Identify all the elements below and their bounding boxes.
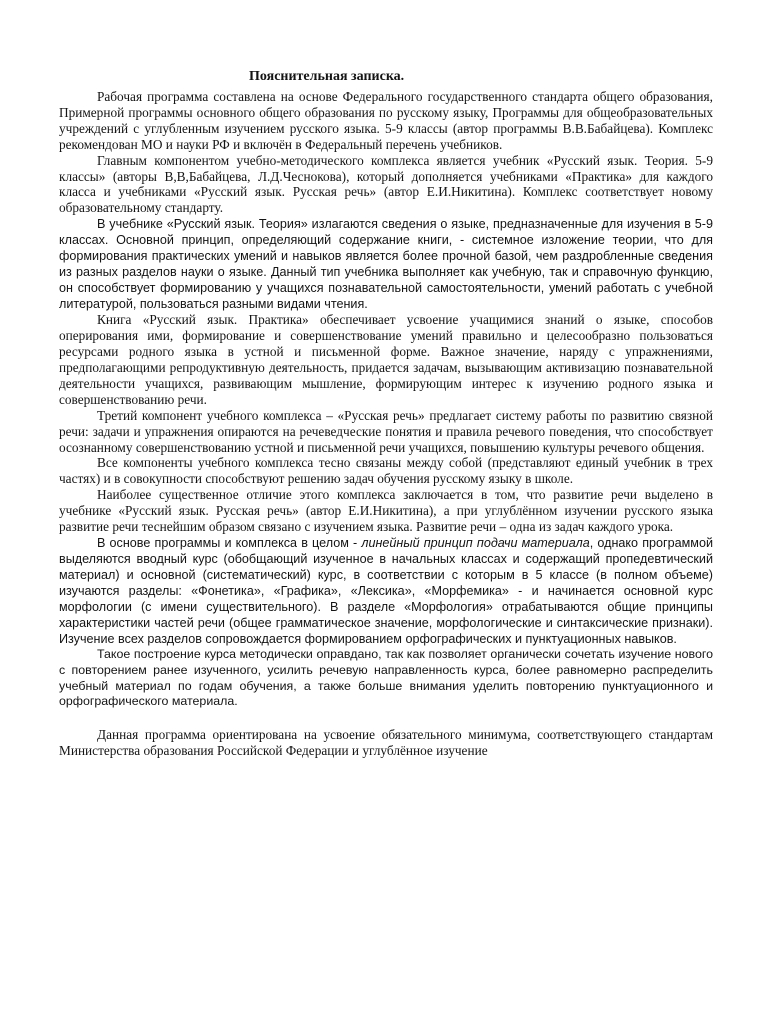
document-page <box>59 68 713 759</box>
paragraph-main-difference: Наиболее существенное отличие этого комплекса заключается в том, что развитие речи выделено в учебнике «Русский язык. Русская речь» (автор Е.И.Никитина), а при углублённом изучении русского языка развитие речи теснейшим образом связано с изучением языка. Развитие речи – одна из задач каждого урока. <box>59 487 713 535</box>
paragraph-practice-book: Книга «Русский язык. Практика» обеспечивает усвоение учащимися знаний о языке, способов оперирования ими, формирование и совершенствование умений правильно и целесообразно пользоваться ресурсами родного языка в устной и письменной форме. Важное значение, наряду с упражнениями, предполагающими репродуктивную деятельность, придается задачам, вызывающим активизацию познавательной деятельности учащихся, развивающим мышление, формирующим интерес к изучению родного языка и совершенствованию речи. <box>59 312 713 407</box>
document-title: Пояснительная записка. <box>249 69 405 84</box>
linear-principle-emphasis: линейный принцип подачи материала <box>361 535 590 550</box>
paragraph-course-structure: Такое построение курса методически оправдано, так как позволяет органически сочетать изучение нового с повторением ранее изученного, усилить речевую направленность курса, более равномерно распределить учебный материал по годам обучения, а также больше внимания уделить повторению пунктуационного и орфографического материала. <box>59 646 713 709</box>
paragraph-program-orientation: Данная программа ориентирована на усвоение обязательного минимума, соответствующего стандартам Министерства образования Российской Федерации и углублённое изучение <box>59 727 713 759</box>
paragraph-linear-principle-rest: , однако программой выделяются вводный курс (обобщающий изученное в начальных классах и содержащий пропедевтический материал) и основной (систематический) курс, в соответствии с которым в 5 классе (в полном объеме) изучаются разделы: «Фонетика», «Графика», «Лексика», «Морфемика» - и начинается основной курс морфологии (с имени существительного). В разделе «Морфология» отрабатываются общие принципы характеристики частей речи (общее грамматическое значение, морфологические и синтаксические признаки). Изучение всех разделов сопровождается формированием орфографических и пунктуационных навыков. <box>59 535 713 646</box>
paragraph-third-component: Третий компонент учебного комплекса – «Русская речь» предлагает систему работы по развитию связной речи: задачи и упражнения опираются на речеведческие понятия и правила речевого поведения, что способствует осознанному совершенствованию устной и письменной речи учащихся, повышению культуры речевого общения. <box>59 407 713 455</box>
paragraph-all-components: Все компоненты учебного комплекса тесно связаны между собой (представляют единый учебник в трех частях) и в совокупности способствуют решению задач обучения русскому языку в школе. <box>59 455 713 487</box>
paragraph-linear-principle-lead: В основе программы и комплекса в целом - <box>97 535 362 550</box>
paragraph-theory-textbook: В учебнике «Русский язык. Теория» излагаются сведения о языке, предназначенные для изучения в 5-9 классах. Основной принцип, определяющий содержание книги, - системное изложение теории, что для формирования практических умений и навыков является более прочной базой, чем раздробленные сведения из разных разделов науки о языке. Данный тип учебника выполняет как учебную, так и справочную функцию, он способствует формированию у учащихся познавательной самостоятельности, умений работать с учебной литературой, пользоваться разными видами чтения. <box>59 217 713 312</box>
paragraph-program-basis: Рабочая программа составлена на основе Федерального государственного стандарта общего образования, Примерной программы основного общего образования по русскому языку, Программы для общеобразовательных учреждений с углубленным изучением русского языка. 5-9 классы (автор программы В.В.Бабайцева). Комплекс рекомендован МО и науки РФ и включён в Федеральный перечень учебников. <box>59 89 713 152</box>
paragraph-linear-principle <box>59 535 713 647</box>
paragraph-main-component: Главным компонентом учебно-методического комплекса является учебник «Русский язык. Теория. 5-9 классы» (авторы В,В,Бабайцева, Л.Д.Чеснокова), который дополняется учебниками «Практика» для каждого класса и учебниками «Русский язык. Русская речь» (автор Е.И.Никитина). Комплекс соответствует новому образовательному стандарту. <box>59 152 713 216</box>
